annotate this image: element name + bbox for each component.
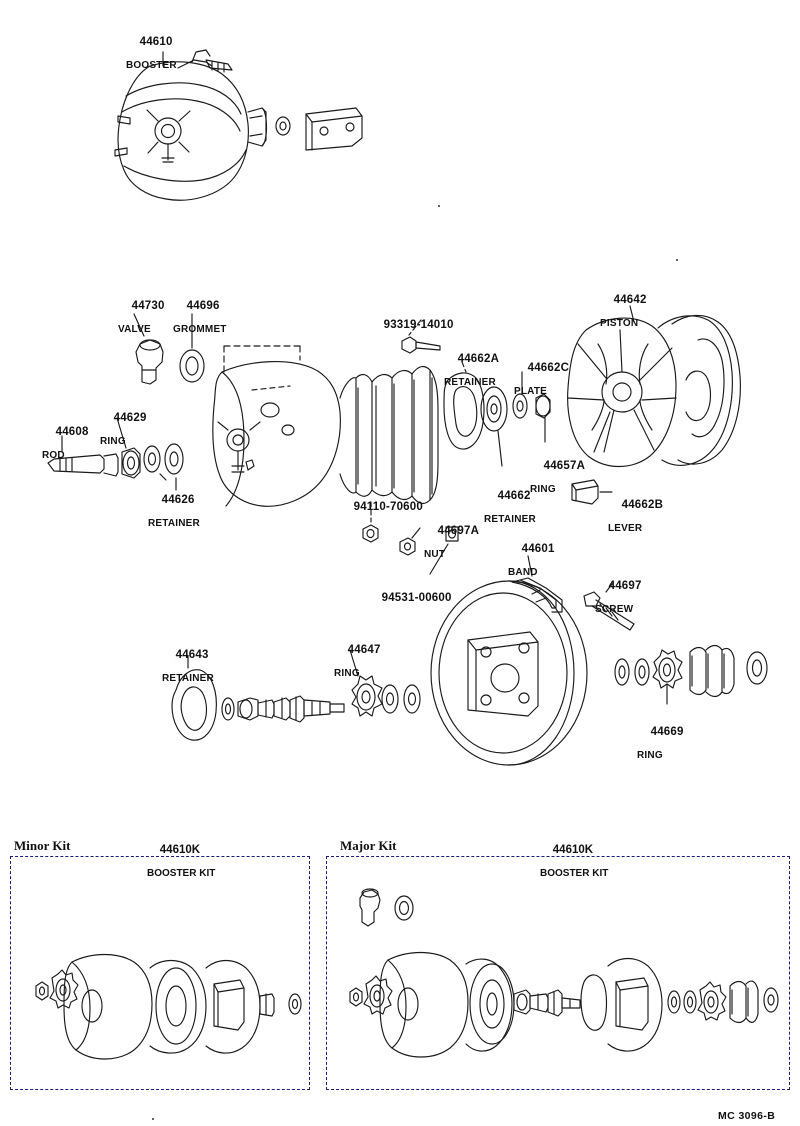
minor-kit-title: Minor Kit: [14, 838, 71, 853]
label-44610: [126, 24, 177, 96]
label-code: 44696: [186, 300, 220, 312]
label-name: PISTON: [600, 318, 639, 329]
label-44697A: [424, 513, 479, 585]
label-code: 44608: [55, 426, 89, 438]
label-44662C: [514, 350, 569, 422]
label-44643: [162, 637, 214, 709]
major-kit-code: [540, 832, 608, 904]
scan-speck: [676, 259, 678, 261]
label-code: 44669: [650, 726, 684, 738]
art-rings-spring: [615, 646, 767, 705]
label-name: NUT: [424, 549, 446, 560]
label-code: 44662A: [457, 353, 500, 365]
label-name: PLATE: [514, 386, 548, 397]
label-code: 44697A: [437, 525, 480, 537]
label-name: RING: [334, 668, 360, 679]
label-93319-14010: [370, 307, 454, 343]
label-name: RING: [100, 436, 126, 447]
art-piston: [568, 306, 741, 504]
label-code: 94531-00600: [381, 592, 452, 604]
label-44657A: [530, 448, 585, 520]
label-44730: [118, 288, 165, 360]
label-name: VALVE: [118, 324, 151, 335]
minor-kit-code: [147, 832, 215, 904]
label-name: GROMMET: [173, 324, 227, 335]
label-44662B: [608, 487, 663, 559]
major-kit-title: Major Kit: [340, 838, 397, 853]
label-44696: [173, 288, 227, 360]
label-44642: [600, 282, 647, 354]
kit-code-number: 44610K: [159, 844, 201, 856]
label-code: 44730: [131, 300, 165, 312]
sheet-code: MC 3096-B: [718, 1110, 776, 1122]
label-44608: [42, 414, 89, 486]
label-name: RETAINER: [444, 377, 496, 388]
label-name: RING: [637, 750, 663, 761]
art-booster-shell: [213, 346, 340, 506]
label-44697: [595, 568, 642, 640]
art-diaphragm-bellows: [340, 367, 438, 504]
label-name: RETAINER: [162, 673, 214, 684]
label-name: RETAINER: [148, 518, 200, 529]
label-44626: [148, 482, 200, 554]
label-code: 44642: [613, 294, 647, 306]
label-code: 44610: [139, 36, 173, 48]
kit-code-number: 44610K: [552, 844, 594, 856]
label-code: 44662B: [621, 499, 664, 511]
label-name: RING: [530, 484, 556, 495]
scan-speck: [438, 205, 440, 207]
label-44662A: [444, 341, 499, 413]
label-code: 44657A: [543, 460, 586, 472]
label-code: 44662C: [527, 362, 570, 374]
label-44629: [100, 400, 147, 472]
label-94531-00600: [368, 580, 452, 616]
label-44669: [637, 714, 684, 786]
label-94110-70600: [340, 489, 423, 525]
label-name: LEVER: [608, 523, 643, 534]
label-code: 44629: [113, 412, 147, 424]
kit-code-name: BOOSTER KIT: [147, 868, 216, 879]
label-44647: [334, 632, 381, 704]
label-name: BAND: [508, 567, 538, 578]
label-code: 44601: [521, 543, 555, 555]
kit-code-name: BOOSTER KIT: [540, 868, 609, 879]
label-code: 93319-14010: [383, 319, 454, 331]
label-name: RETAINER: [484, 514, 536, 525]
label-name: ROD: [42, 450, 65, 461]
label-code: 44697: [608, 580, 642, 592]
scan-speck: [152, 1118, 154, 1120]
label-code: 44647: [347, 644, 381, 656]
label-code: 44626: [161, 494, 195, 506]
label-name: BOOSTER: [126, 60, 177, 71]
label-code: 94110-70600: [353, 501, 423, 513]
label-code: 44643: [175, 649, 209, 661]
label-name: SCREW: [595, 604, 634, 615]
label-44601: [508, 531, 555, 603]
label-code: 44662: [497, 490, 531, 502]
